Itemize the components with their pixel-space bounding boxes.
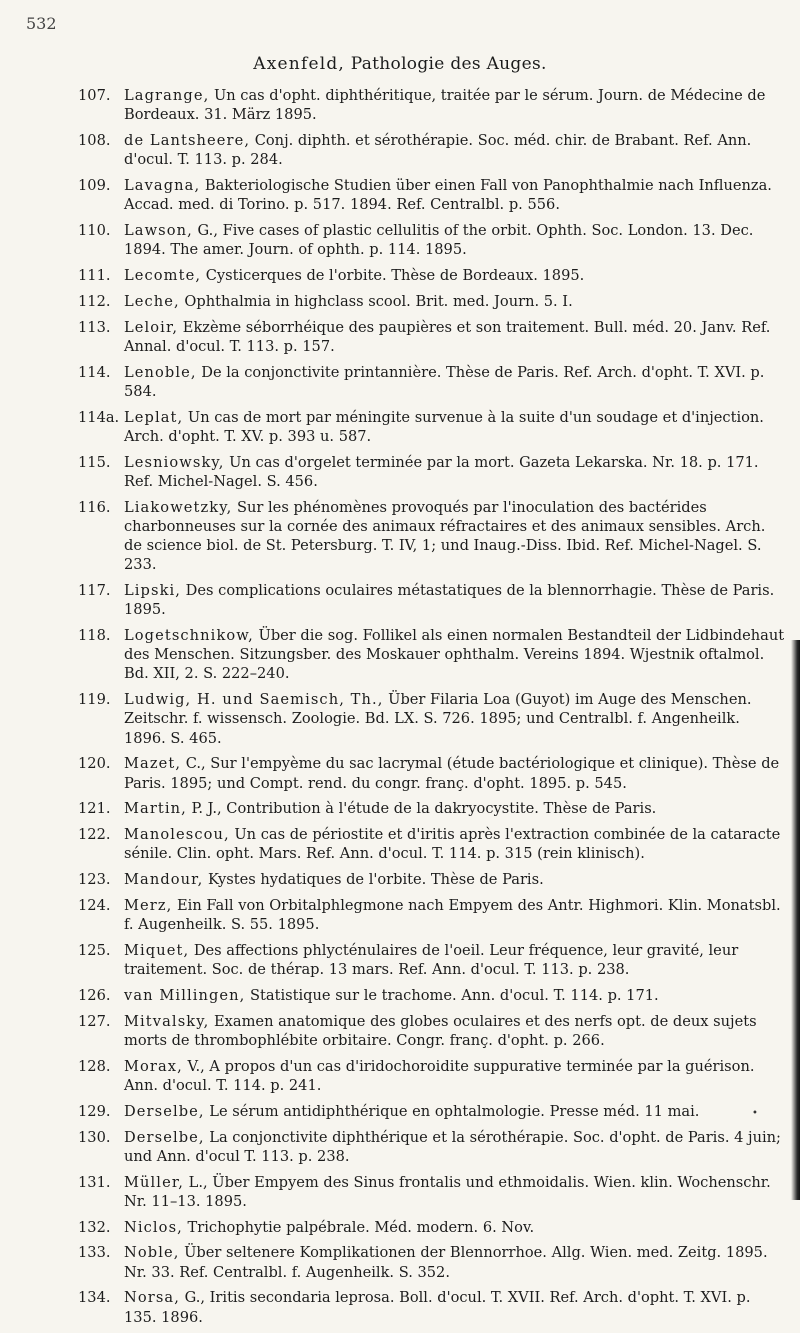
reference-text: Examen anatomique des globes oculaires et des nerfs opt. de deux sujets morts de thrombophlébite orbitaire. Congr. franç. d'opht. p. 266. (124, 1012, 757, 1049)
reference-entry (78, 1218, 786, 1237)
reference-entry (78, 1288, 786, 1326)
reference-text: Des complications oculaires métastatiques de la blennorrhagie. Thèse de Paris. 1895. (124, 582, 775, 619)
reference-text: L., Über Empyem des Sinus frontalis und ethmoidalis. Wien. klin. Wochenschr. Nr. 11–13. 1895. (124, 1173, 771, 1210)
reference-entry (78, 408, 786, 446)
reference-author: de Lantsheere, (124, 132, 251, 149)
reference-entry (78, 941, 786, 979)
reference-author: Mandour, (124, 871, 204, 889)
reference-author: Liakowetzky, (124, 498, 233, 516)
reference-entry (78, 1173, 786, 1211)
reference-text: Un cas de périostite et d'iritis après l'extraction combinée de la cataracte sénile. Clin. opht. Mars. Ref. Ann. d'ocul. T. 114. p. 315 (rein klinisch). (124, 826, 781, 863)
reference-text: Conj. diphth. et sérothérapie. Soc. méd. chir. de Brabant. Ref. Ann. d'ocul. T. 113. p. 284. (124, 132, 752, 169)
page-number: 532 (26, 14, 57, 33)
reference-number: 107. (78, 87, 111, 104)
reference-entry (78, 825, 786, 863)
reference-number: 120. (78, 755, 111, 773)
reference-number: 130. (78, 1128, 111, 1146)
reference-author: Leplat, (124, 408, 184, 426)
reference-author: Ludwig, H. und Saemisch, Th., (124, 691, 384, 709)
reference-number: 134. (78, 1289, 111, 1307)
reference-number: 127. (78, 1012, 111, 1030)
reference-number: 126. (78, 987, 111, 1004)
reference-number: 119. (78, 691, 111, 709)
reference-number: 125. (78, 942, 111, 959)
reference-number: 109. (78, 177, 111, 194)
reference-entry (78, 870, 786, 889)
header-title: Pathologie des Auges. (350, 54, 547, 74)
reference-number: 131. (78, 1173, 111, 1191)
reference-entry (78, 626, 786, 684)
reference-entry (78, 986, 786, 1005)
reference-entry (78, 799, 786, 818)
reference-author: Lesniowsky, (124, 453, 225, 471)
reference-text: Ophthalmia in highclass scool. Brit. med. Journ. 5. I. (179, 292, 573, 310)
reference-number: 114a. (78, 408, 120, 426)
reference-text: Kystes hydatiques de l'orbite. Thèse de Paris. (203, 871, 544, 889)
reference-entry (78, 896, 786, 934)
reference-number: 129. (78, 1102, 111, 1120)
reference-entry (78, 176, 786, 214)
reference-number: 116. (78, 498, 111, 516)
reference-author: Müller, (124, 1173, 185, 1191)
reference-author: Mitvalsky, (124, 1012, 210, 1030)
reference-text: G., Iritis secondaria leprosa. Boll. d'ocul. T. XVII. Ref. Arch. d'opht. T. XVI. p. 135. 1896. (124, 1289, 751, 1326)
reference-text: C., Sur l'empyème du sac lacrymal (étude bactériologique et clinique). Thèse de Paris. 1895; und Compt. rend. du congr. franç. d'opht. 1895. p. 545. (124, 755, 780, 792)
reference-author: Leche, (124, 292, 180, 310)
reference-number: 124. (78, 897, 111, 914)
reference-number: 121. (78, 800, 111, 818)
reference-text: Über Filaria Loa (Guyot) im Auge des Menschen. Zeitschr. f. wissensch. Zoologie. Bd. LX. S. 726. 1895; und Centralbl. f. Angenheilk. 1896. S. 465. (124, 691, 752, 747)
reference-entry (78, 1057, 786, 1095)
reference-entry (78, 363, 786, 401)
reference-text: Un cas de mort par méningite survenue à la suite d'un soudage et d'injection. Arch. d'opht. T. XV. p. 393 u. 587. (124, 408, 764, 445)
reference-author: Lagrange, (124, 87, 210, 104)
reference-author: Lenoble, (124, 363, 197, 381)
reference-text: Statistique sur le trachome. Ann. d'ocul. T. 114. p. 171. (245, 987, 659, 1004)
reference-number: 123. (78, 871, 111, 889)
reference-author: Lawson, (124, 222, 193, 239)
reference-number: 117. (78, 582, 111, 599)
reference-author: Norsa, (124, 1289, 180, 1307)
reference-author: Lipski, (124, 582, 182, 599)
reference-entry (78, 131, 786, 169)
reference-entry (78, 1128, 786, 1166)
reference-entry (78, 581, 786, 619)
reference-text: Ein Fall von Orbitalphlegmone nach Empyem des Antr. Highmori. Klin. Monatsbl. f. Augenheilk. S. 55. 1895. (124, 897, 781, 934)
reference-number: 118. (78, 627, 111, 644)
reference-text: P. J., Contribution à l'étude de la dakryocystite. Thèse de Paris. (186, 800, 657, 818)
reference-text: Le sérum antidiphthérique en ophtalmologie. Presse méd. 11 mai. (204, 1102, 700, 1120)
reference-author: Derselbe, (124, 1128, 205, 1146)
reference-author: Leloir, (124, 318, 179, 336)
reference-text: Über die sog. Follikel als einen normalen Bestandteil der Lidbindehaut des Menschen. Sitzungsber. des Moskauer ophthalm. Vereins 1894. Wjestnik oftalmol. Bd. XII, 2. S. 222–240. (124, 627, 785, 683)
reference-author: Derselbe, (124, 1102, 205, 1120)
reference-text: Ekzème séborrhéique des paupières et son traitement. Bull. méd. 20. Janv. Ref. Annal. d'ocul. T. 113. p. 157. (124, 318, 771, 355)
reference-number: 112. (78, 292, 111, 310)
running-header (0, 54, 800, 74)
reference-number: 132. (78, 1218, 111, 1236)
reference-author: Miquet, (124, 942, 190, 959)
reference-author: Manolescou, (124, 826, 230, 844)
reference-author: Noble, (124, 1244, 180, 1262)
reference-number: 128. (78, 1057, 111, 1075)
reference-text: Un cas d'orgelet terminée par la mort. Gazeta Lekarska. Nr. 18. p. 171. Ref. Michel-Nagel. S. 456. (124, 453, 759, 490)
reference-number: 113. (78, 318, 111, 336)
reference-entry (78, 318, 786, 356)
reference-entry (78, 754, 786, 792)
reference-entry (78, 292, 786, 311)
reference-author: van Millingen, (124, 987, 246, 1004)
reference-number: 110. (78, 222, 111, 239)
reference-entry (78, 86, 786, 124)
reference-text: Cysticerques de l'orbite. Thèse de Bordeaux. 1895. (201, 267, 585, 284)
header-author: Axenfeld, (253, 54, 346, 74)
reference-entry (78, 221, 786, 259)
reference-text: Über seltenere Komplikationen der Blennorrhoe. Allg. Wien. med. Zeitg. 1895. Nr. 33. Ref. Centralbl. f. Augenheilk. S. 352. (124, 1244, 768, 1281)
reference-author: Martin, (124, 800, 187, 818)
reference-author: Niclos, (124, 1218, 183, 1236)
reference-author: Logetschnikow, (124, 627, 254, 644)
reference-list (78, 86, 786, 1333)
reference-text: V., A propos d'un cas d'iridochoroidite suppurative terminée par la guérison. Ann. d'ocul. T. 114. p. 241. (124, 1057, 755, 1094)
reference-text: Un cas d'opht. diphthéritique, traitée par le sérum. Journ. de Médecine de Bordeaux. 31. März 1895. (124, 87, 766, 124)
reference-entry (78, 1012, 786, 1050)
reference-text: G., Five cases of plastic cellulitis of the orbit. Ophth. Soc. London. 13. Dec. 1894. The amer. Journ. of ophth. p. 114. 1895. (124, 222, 754, 259)
reference-text: La conjonctivite diphthérique et la sérothérapie. Soc. d'opht. de Paris. 4 juin; und Ann. d'ocul T. 113. p. 238. (124, 1128, 781, 1165)
reference-text: Trichophytie palpébrale. Méd. modern. 6. Nov. (182, 1218, 535, 1236)
reference-entry (78, 498, 786, 575)
reference-number: 115. (78, 453, 111, 471)
reference-entry (78, 1243, 786, 1281)
reference-text: Des affections phlycténulaires de l'oeil. Leur fréquence, leur gravité, leur traitement. Soc. de thérap. 13 mars. Ref. Ann. d'ocul. T. 113. p. 238. (124, 942, 739, 979)
reference-entry (78, 453, 786, 491)
reference-entry (78, 690, 786, 748)
reference-author: Lavagna, (124, 177, 201, 194)
reference-entry (78, 1102, 786, 1121)
bottom-dot-mark: • (752, 1108, 758, 1119)
page-edge-shadow (791, 640, 800, 1200)
reference-text: De la conjonctivite printannière. Thèse de Paris. Ref. Arch. d'opht. T. XVI. p. 584. (124, 363, 765, 400)
reference-number: 114. (78, 363, 111, 381)
reference-number: 111. (78, 267, 111, 284)
reference-number: 122. (78, 826, 111, 844)
reference-number: 108. (78, 132, 111, 149)
reference-entry (78, 266, 786, 285)
reference-author: Merz, (124, 897, 173, 914)
reference-number: 133. (78, 1244, 111, 1262)
reference-author: Mazet, (124, 755, 182, 773)
reference-text: Bakteriologische Studien über einen Fall von Panophthalmie nach Influenza. Accad. med. di Torino. p. 517. 1894. Ref. Centralbl. p. 556. (124, 177, 772, 214)
reference-text: Sur les phénomènes provoqués par l'inoculation des bactérides charbonneuses sur la cornée des animaux réfractaires et des animaux sensibles. Arch. de science biol. de St. Petersburg. T. IV, 1; und Inaug.-Diss. Ibid. Ref. Michel-Nagel. S. 233. (124, 498, 766, 574)
reference-author: Morax, (124, 1057, 183, 1075)
reference-author: Lecomte, (124, 267, 202, 284)
